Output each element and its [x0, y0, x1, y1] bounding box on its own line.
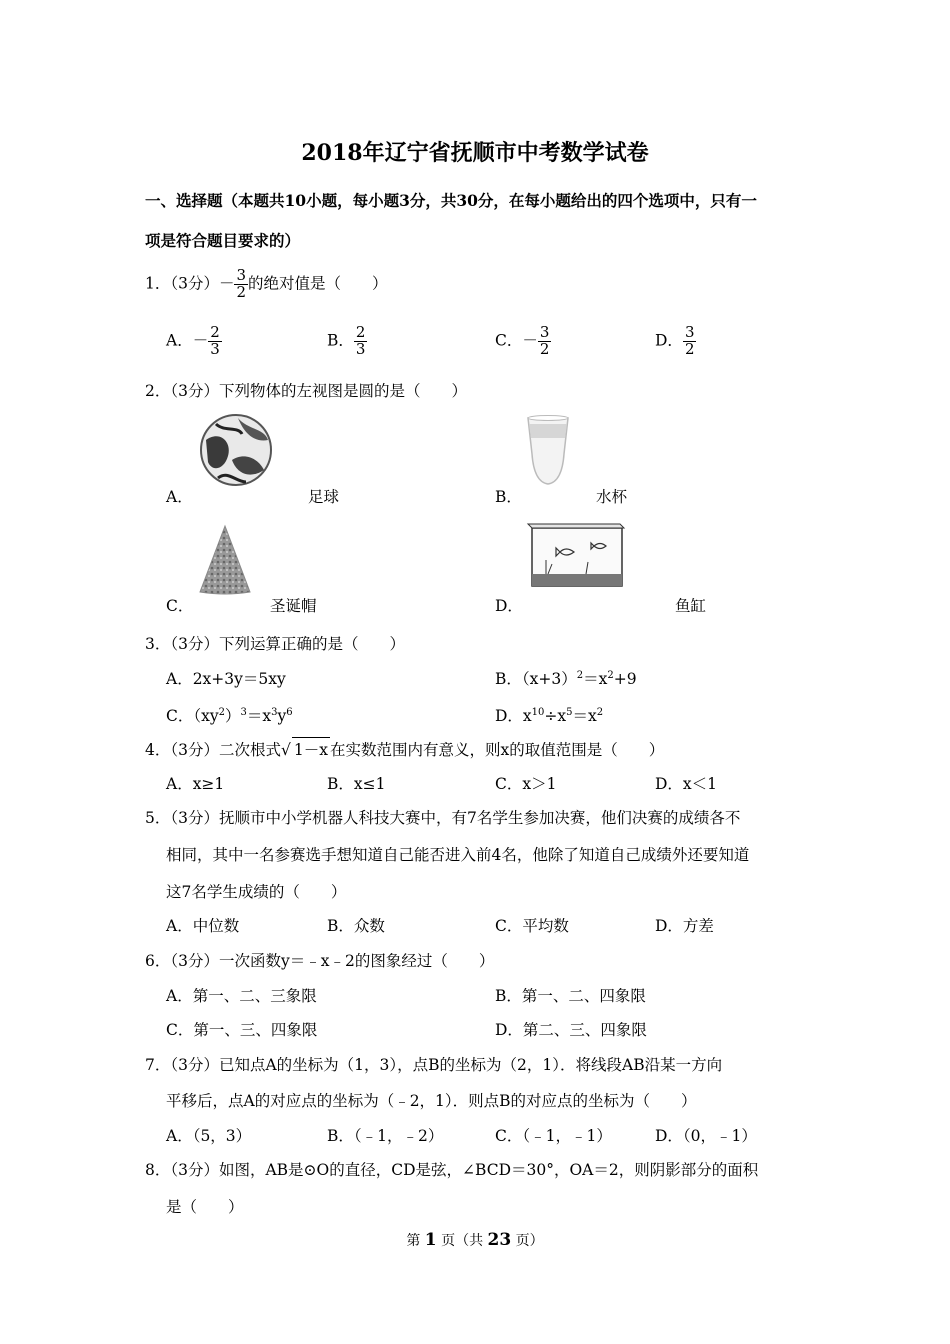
- q3-b-post: +9: [613, 670, 637, 688]
- q2-caption-b: 水杯: [596, 488, 628, 506]
- question-5-line1: 5．（3分）抚顺市中小学机器人科技大赛中，有7名学生参加决赛，他们决赛的成绩各不: [145, 809, 741, 827]
- q3-option-d[interactable]: [495, 704, 603, 726]
- q5-option-a[interactable]: A．中位数: [166, 917, 240, 935]
- water-cup-image: [524, 414, 572, 486]
- q1-option-a-fraction: [208, 325, 222, 358]
- q2-option-d-label[interactable]: D．: [495, 597, 523, 615]
- question-7-line1: 7．（3分）已知点A的坐标为（1，3），点B的坐标为（2，1）．将线段AB沿某一方向: [145, 1056, 723, 1074]
- q1-option-c-fraction: [538, 325, 552, 358]
- fish-tank-image: [526, 522, 626, 590]
- q3-c-pre: C．（xy: [166, 707, 219, 725]
- question-6: 6．（3分）一次函数y＝﹣x﹣2的图象经过（ ）: [145, 952, 495, 970]
- q1-option-d[interactable]: [655, 325, 696, 358]
- q3-d-e3: 2: [596, 706, 604, 718]
- page-title: 2018年辽宁省抚顺市中考数学试卷: [301, 140, 649, 166]
- q3-c-e4: 6: [286, 706, 293, 718]
- q6-option-b[interactable]: B．第一、二、四象限: [495, 987, 646, 1005]
- q2-caption-c: 圣诞帽: [270, 597, 317, 615]
- footer-total-pages: 23: [487, 1230, 512, 1250]
- q5-option-b[interactable]: B．众数: [327, 917, 385, 935]
- question-4: [145, 737, 664, 760]
- q3-b-pre: B．（x+3）: [495, 670, 577, 688]
- q3-option-a[interactable]: A．2x+3y＝5xy: [166, 670, 286, 688]
- q1-option-b-label: B．: [327, 331, 354, 350]
- q1-option-c-label: C．－: [495, 331, 538, 350]
- q6-option-c[interactable]: C．第一、三、四象限: [166, 1021, 318, 1039]
- q7-option-a[interactable]: A．（5，3）: [166, 1127, 252, 1145]
- q5-option-d[interactable]: D．方差: [655, 917, 714, 935]
- q3-option-c[interactable]: [166, 704, 293, 726]
- footer-post: 页）: [511, 1233, 544, 1249]
- question-8-line2: 是（ ）: [166, 1198, 244, 1216]
- q1-a-den: 3: [210, 339, 220, 358]
- q6-option-a[interactable]: A．第一、二、三象限: [166, 987, 317, 1005]
- q1-suffix: 的绝对值是（ ）: [248, 274, 388, 293]
- section-heading-line1: 一、选择题（本题共10小题，每小题3分，共30分，在每小题给出的四个选项中，只有一: [145, 191, 757, 210]
- q1-d-num: 3: [684, 323, 695, 341]
- q3-c-e3: 3: [271, 706, 278, 718]
- q5-option-c[interactable]: C．平均数: [495, 917, 569, 935]
- q3-c-e1: 2: [218, 706, 225, 718]
- q1-option-b[interactable]: [327, 325, 367, 358]
- question-1: [145, 268, 388, 301]
- q3-d-e2: 5: [566, 706, 573, 718]
- q4-option-c[interactable]: C．x＞1: [495, 775, 557, 793]
- q2-caption-d: 鱼缸: [675, 597, 707, 615]
- q1-fraction: [234, 268, 248, 301]
- question-7-line2: 平移后，点A的对应点的坐标为（﹣2，1）．则点B的对应点的坐标为（ ）: [166, 1092, 697, 1110]
- q3-d-pre: D．x: [495, 707, 532, 725]
- page-footer: [0, 1230, 950, 1250]
- q1-b-num: 2: [355, 323, 366, 341]
- q3-option-b[interactable]: [495, 667, 637, 689]
- footer-page-number: 1: [424, 1230, 437, 1250]
- q7-option-c[interactable]: C．（﹣1，﹣1）: [495, 1127, 612, 1145]
- q1-option-d-label: D．: [655, 331, 683, 350]
- question-2: 2．（3分）下列物体的左视图是圆的是（ ）: [145, 382, 467, 400]
- q1-option-a[interactable]: [166, 325, 222, 358]
- q1-option-c[interactable]: [495, 325, 551, 358]
- q1-option-d-fraction: [683, 325, 697, 358]
- question-3: 3．（3分）下列运算正确的是（ ）: [145, 635, 405, 653]
- q1-frac-num: 3: [236, 266, 247, 284]
- q3-c-e2: 3: [240, 706, 247, 718]
- q2-option-a-label[interactable]: A．: [166, 488, 193, 506]
- q7-option-b[interactable]: B．（﹣1，﹣2）: [327, 1127, 444, 1145]
- q3-b-mid: ＝x: [583, 670, 608, 688]
- q3-c-mid2: ＝x: [246, 707, 272, 725]
- soccer-ball-image: [198, 412, 274, 488]
- q1-option-a-label: A．－: [166, 331, 209, 350]
- q4-option-d[interactable]: D．x＜1: [655, 775, 718, 793]
- q1-c-num: 3: [539, 323, 550, 341]
- q1-c-den: 2: [539, 339, 550, 358]
- q3-d-mid1: ÷x: [544, 707, 567, 725]
- q4-suffix: 在实数范围内有意义，则x的取值范围是（ ）: [329, 741, 665, 759]
- q1-option-b-fraction: [354, 325, 368, 358]
- q3-b-exp: 2: [576, 669, 584, 681]
- radical-sign-icon: √: [280, 741, 291, 759]
- q4-option-b[interactable]: B．x≤1: [327, 775, 386, 793]
- q1-d-den: 2: [684, 339, 695, 358]
- q3-d-mid2: ＝x: [572, 707, 597, 725]
- q1-a-num: 2: [210, 323, 220, 341]
- q3-d-e1: 10: [531, 706, 545, 718]
- q1-b-den: 3: [355, 339, 366, 358]
- question-5-line2: 相同，其中一名参赛选手想知道自己能否进入前4名，他除了知道自己成绩外还要知道: [166, 846, 750, 864]
- footer-pre: 第: [406, 1233, 425, 1249]
- q2-option-c-label[interactable]: C．: [166, 597, 194, 615]
- section-heading-line2: 项是符合题目要求的）: [145, 231, 301, 250]
- q4-option-a[interactable]: A．x≥1: [166, 775, 225, 793]
- footer-mid: 页（共: [436, 1233, 488, 1249]
- question-5-line3: 这7名学生成绩的（ ）: [166, 883, 347, 901]
- q2-option-b-label[interactable]: B．: [495, 488, 522, 506]
- christmas-hat-image: [198, 524, 252, 596]
- q3-b-exp2: 2: [607, 669, 614, 681]
- question-8-line1: 8．（3分）如图，AB是⊙O的直径，CD是弦，∠BCD＝30°，OA＝2，则阴影部分的面积: [145, 1161, 759, 1179]
- q4-prefix: 4．（3分）二次根式: [145, 741, 281, 759]
- q6-option-d[interactable]: D．第二、三、四象限: [495, 1021, 647, 1039]
- q3-c-mid3: y: [277, 707, 287, 725]
- q7-option-d[interactable]: D．（0，﹣1）: [655, 1127, 757, 1145]
- q2-caption-a: 足球: [308, 488, 340, 506]
- q4-radicand: 1－x: [292, 737, 330, 760]
- q1-frac-den: 2: [236, 282, 247, 301]
- q1-prefix: 1．（3分）－: [145, 274, 235, 293]
- q3-c-mid1: ）: [224, 707, 241, 725]
